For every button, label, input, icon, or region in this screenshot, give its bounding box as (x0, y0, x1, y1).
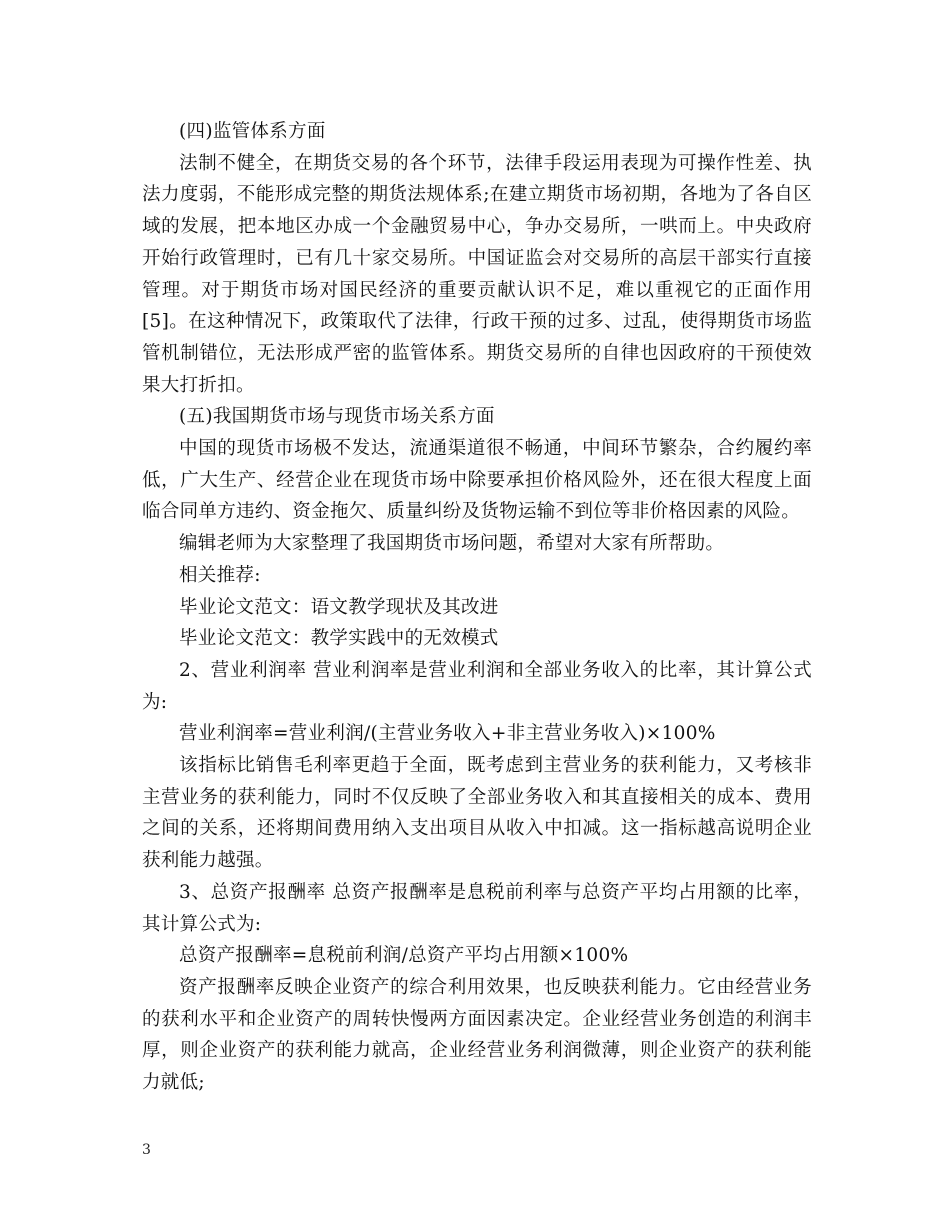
paragraph-total-asset-return: 3、总资产报酬率 总资产报酬率是息税前利率与总资产平均占用额的比率，其计算公式为: (142, 881, 812, 935)
recommendation-item-1: 毕业论文范文：语文教学现状及其改进 (179, 596, 499, 618)
page-number: 3 (142, 1142, 151, 1158)
paragraph-operating-profit-rate: 2、营业利润率 营业利润率是营业利润和全部业务收入的比率，其计算公式为: (142, 659, 812, 713)
recommendation-item-2: 毕业论文范文：教学实践中的无效模式 (179, 628, 499, 650)
section-heading-futures-spot-relation: (五)我国期货市场与现货市场关系方面 (179, 406, 495, 428)
paragraph-asset-return-explanation: 资产报酬率反映企业资产的综合利用效果，也反映获利能力。它由经营业务的获利水平和企业资产的周转快慢两方面因素决定。企业经营业务创造的利润丰厚，则企业资产的获利能力就高，企业经营业务利润微薄，则企业资产的获利能力就低; (142, 976, 812, 1094)
paragraph-legal-system: 法制不健全，在期货交易的各个环节，法律手段运用表现为可操作性差、执法力度弱，不能形成完整的期货法规体系;在建立期货市场初期，各地为了各自区域的发展，把本地区办成一个金融贸易中心，争办交易所，一哄而上。中央政府开始行政管理时，已有几十家交易所。中国证监会对交易所的高层干部实行直接管理。对于期货市场对国民经济的重要贡献认识不足，难以重视它的正面作用[5]。在这种情况下，政策取代了法律，行政干预的过多、过乱，使得期货市场监管机制错位，无法形成严密的监管体系。期货交易所的自律也因政府的干预使效果大打折扣。 (142, 152, 812, 396)
related-recommendations-label: 相关推荐: (179, 564, 261, 586)
section-heading-regulatory-system: (四)监管体系方面 (179, 121, 326, 142)
paragraph-editor-note: 编辑老师为大家整理了我国期货市场问题，希望对大家有所帮助。 (179, 533, 725, 555)
formula-operating-profit-rate: 营业利润率=营业利润/(主营业务收入+非主营业务收入)×100% (179, 723, 716, 745)
paragraph-spot-market: 中国的现货市场极不发达，流通渠道很不畅通，中间环节繁杂，合约履约率低，广大生产、经营企业在现货市场中除要承担价格风险外，还在很大程度上面临合同单方违约、资金拖欠、质量纠纷及货物运输不到位等非价格因素的风险。 (142, 438, 812, 523)
formula-total-asset-return: 总资产报酬率=息税前利润/总资产平均占用额×100% (179, 945, 629, 967)
paragraph-indicator-explanation: 该指标比销售毛利率更趋于全面，既考虑到主营业务的获利能力，又考核非主营业务的获利能力，同时不仅反映了全部业务收入和其直接相关的成本、费用之间的关系，还将期间费用纳入支出项目从收入中扣减。这一指标越高说明企业获利能力越强。 (142, 755, 812, 872)
document-body (142, 116, 812, 1099)
